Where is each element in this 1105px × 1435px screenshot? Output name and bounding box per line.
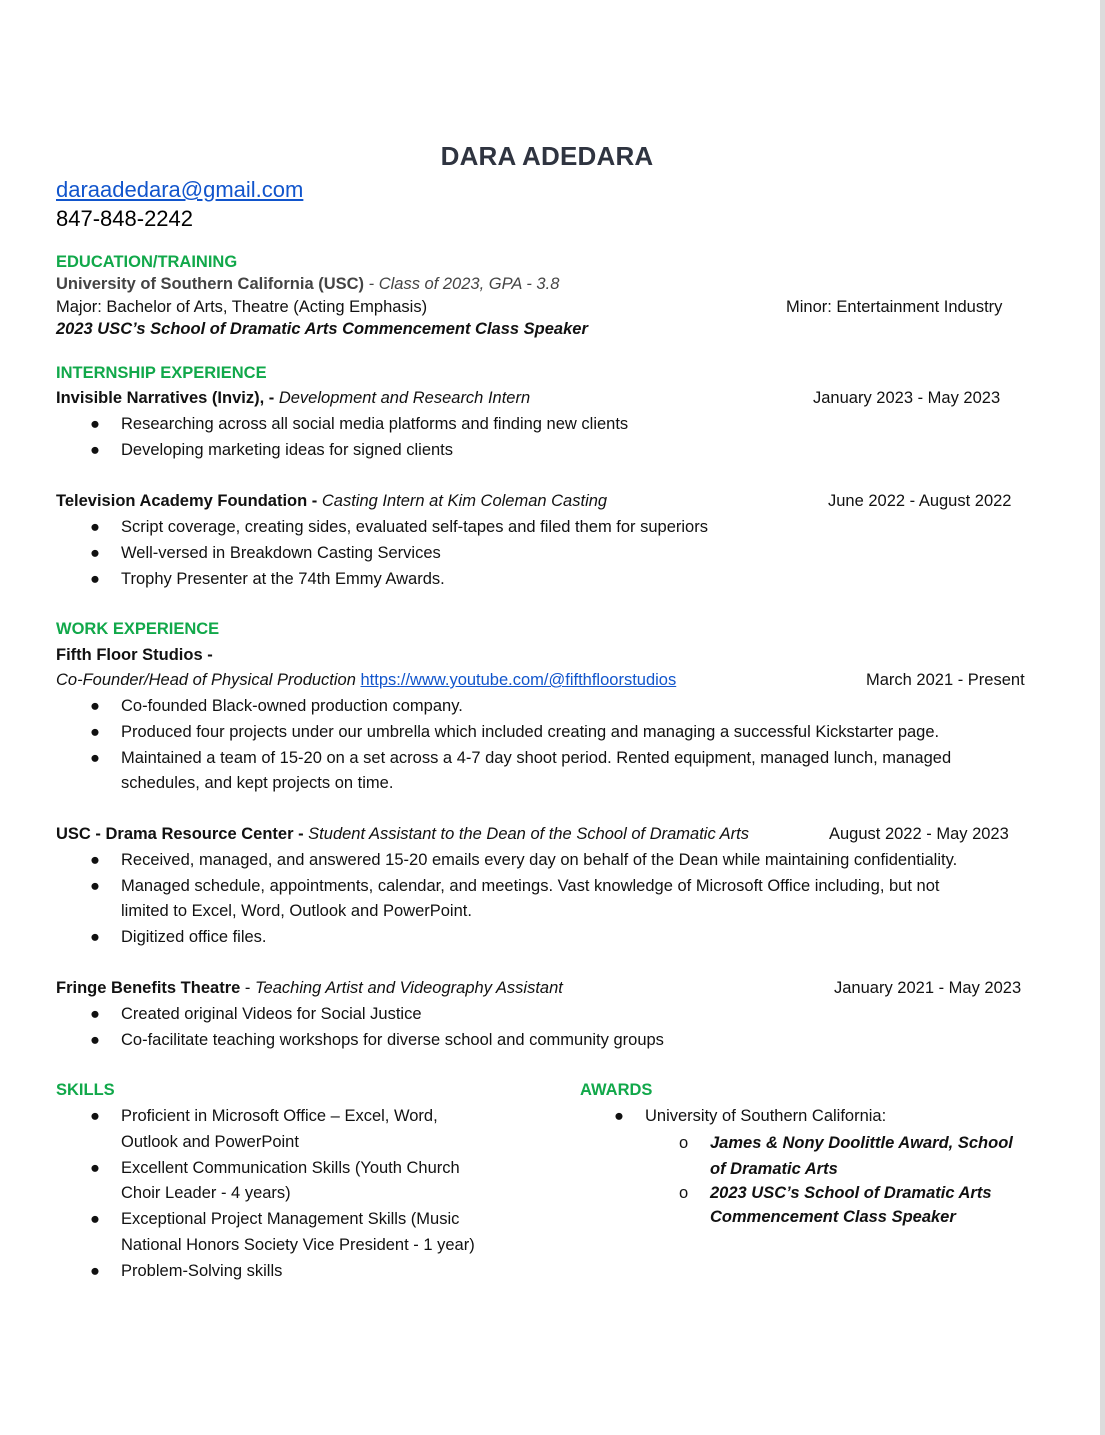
- education-heading: EDUCATION/TRAINING: [56, 253, 238, 271]
- list-item: ● University of Southern California:: [580, 1104, 886, 1130]
- list-item: ● Maintained a team of 15-20 on a set across a 4-7 day shoot period. Rented equipment, managed lunch, managed: [56, 746, 951, 772]
- job-org: Fifth Floor Studios -: [56, 646, 213, 664]
- list-item: ● Exceptional Project Management Skills (Music: [56, 1207, 475, 1233]
- job-dates: March 2021 - Present: [866, 671, 1025, 689]
- list-item: ● Created original Videos for Social Justice: [56, 1002, 664, 1028]
- job-title-line: Fringe Benefits Theatre - Teaching Artist and Videography Assistant: [56, 979, 563, 997]
- youtube-link[interactable]: https://www.youtube.com/@fifthfloorstudios: [360, 671, 677, 689]
- bullet-icon: ●: [90, 1158, 100, 1177]
- scrollbar[interactable]: [1100, 0, 1105, 1435]
- list-item: ● Excellent Communication Skills (Youth Church: [56, 1156, 475, 1182]
- bullet-icon: ●: [90, 927, 100, 946]
- job-org: USC - Drama Resource Center -: [56, 825, 309, 843]
- list-item: ● Proficient in Microsoft Office – Excel, Word,: [56, 1104, 475, 1130]
- job-dates: January 2021 - May 2023: [834, 979, 1022, 997]
- bullet-icon: ●: [90, 1107, 100, 1125]
- job-org: Television Academy Foundation -: [56, 492, 322, 510]
- list-item: ● Digitized office files.: [56, 925, 957, 951]
- internship-heading: INTERNSHIP EXPERIENCE: [56, 364, 267, 382]
- list-item: ● Received, managed, and answered 15-20 emails every day on behalf of the Dean while maintaining confidentiality.: [56, 848, 957, 874]
- list-item-continuation: Commencement Class Speaker: [710, 1208, 956, 1226]
- list-item-continuation: National Honors Society Vice President - 1 year): [121, 1235, 475, 1254]
- awards-sublist: [679, 1131, 1013, 1230]
- list-item: o 2023 USC’s School of Dramatic Arts: [679, 1182, 1013, 1205]
- education-honor: 2023 USC’s School of Dramatic Arts Commencement Class Speaker: [56, 320, 588, 338]
- list-item: ● Produced four projects under our umbrella which included creating and managing a successful Kickstarter page.: [56, 720, 951, 746]
- list-item: ● Well-versed in Breakdown Casting Services: [56, 541, 708, 567]
- list-item-continuation: of Dramatic Arts: [710, 1159, 838, 1178]
- job-dates: August 2022 - May 2023: [829, 825, 1009, 843]
- list-item: ● Script coverage, creating sides, evaluated self-tapes and filed them for superiors: [56, 515, 708, 541]
- job-role: Casting Intern at Kim Coleman Casting: [321, 492, 608, 510]
- bullet-icon: ●: [90, 876, 100, 895]
- job-dates: January 2023 - May 2023: [813, 389, 1001, 407]
- school-name: University of Southern California (USC): [56, 275, 365, 293]
- awards-list: [580, 1104, 886, 1130]
- bullet-icon: ●: [90, 1005, 100, 1023]
- class-info: - Class of 2023, GPA - 3.8: [364, 275, 560, 293]
- list-item: ● Trophy Presenter at the 74th Emmy Awards.: [56, 567, 708, 593]
- list-item-continuation: schedules, and kept projects on time.: [121, 774, 394, 793]
- bullet-icon: ●: [90, 851, 100, 869]
- bullet-icon: ●: [90, 440, 100, 459]
- bullet-icon: ●: [90, 415, 100, 433]
- bullet-icon: ●: [90, 1030, 100, 1049]
- job-title-line: [56, 389, 530, 408]
- job-title-line: [56, 671, 676, 690]
- bullet-icon: ●: [90, 722, 100, 741]
- list-item-continuation: Outlook and PowerPoint: [121, 1132, 299, 1151]
- list-item: o James & Nony Doolittle Award, School: [679, 1131, 1013, 1156]
- email-link[interactable]: daraadedara@gmail.com: [56, 177, 304, 202]
- education-major: Major: Bachelor of Arts, Theatre (Acting Emphasis): [56, 298, 428, 316]
- bullet-icon: ●: [90, 1261, 100, 1280]
- bullet-icon: ●: [90, 569, 100, 588]
- job-role: Student Assistant to the Dean of the School of Dramatic Arts: [308, 825, 750, 843]
- circle-bullet-icon: o: [679, 1184, 689, 1202]
- education-minor: Minor: Entertainment Industry: [786, 298, 1003, 316]
- bullet-icon: ●: [614, 1107, 624, 1125]
- bullet-icon: ●: [90, 1210, 100, 1229]
- list-item: ● Researching across all social media platforms and finding new clients: [56, 412, 628, 438]
- job-bullets: [56, 694, 951, 797]
- job-dates: June 2022 - August 2022: [828, 492, 1012, 510]
- list-item: ● Problem-Solving skills: [56, 1259, 475, 1285]
- bullet-icon: ●: [90, 518, 100, 536]
- job-title-line: [56, 492, 607, 511]
- job-title-line: [56, 825, 749, 844]
- bullet-icon: ●: [90, 697, 100, 715]
- resume-name: DARA ADEDARA: [440, 141, 654, 171]
- list-item: ● Developing marketing ideas for signed clients: [56, 438, 628, 464]
- job-bullets: [56, 515, 708, 592]
- skills-heading: SKILLS: [56, 1081, 115, 1099]
- circle-bullet-icon: o: [679, 1134, 689, 1152]
- skills-list: [56, 1104, 475, 1285]
- job-org: Invisible Narratives (Inviz), -: [56, 389, 279, 407]
- job-role: Co-Founder/Head of Physical Production: [56, 671, 361, 689]
- list-item: ● Co-founded Black-owned production company.: [56, 694, 951, 720]
- education-school-line: [56, 275, 559, 294]
- job-role: Teaching Artist and Videography Assistant: [254, 979, 563, 997]
- job-bullets: [56, 412, 628, 464]
- list-item: ● Co-facilitate teaching workshops for diverse school and community groups: [56, 1028, 664, 1054]
- awards-heading: AWARDS: [580, 1081, 653, 1099]
- job-org: Fringe Benefits Theatre: [56, 979, 241, 997]
- work-heading: WORK EXPERIENCE: [56, 620, 220, 638]
- bullet-icon: ●: [90, 543, 100, 562]
- list-item: ● Managed schedule, appointments, calendar, and meetings. Vast knowledge of Microsoft Office including, but not: [56, 874, 957, 900]
- job-bullets: [56, 848, 957, 951]
- phone-number: 847-848-2242: [56, 206, 194, 231]
- list-item-continuation: limited to Excel, Word, Outlook and PowerPoint.: [121, 902, 472, 921]
- list-item-continuation: Choir Leader - 4 years): [121, 1184, 291, 1203]
- bullet-icon: ●: [90, 748, 100, 767]
- job-role: Development and Research Intern: [278, 389, 531, 407]
- job-bullets: [56, 1002, 664, 1054]
